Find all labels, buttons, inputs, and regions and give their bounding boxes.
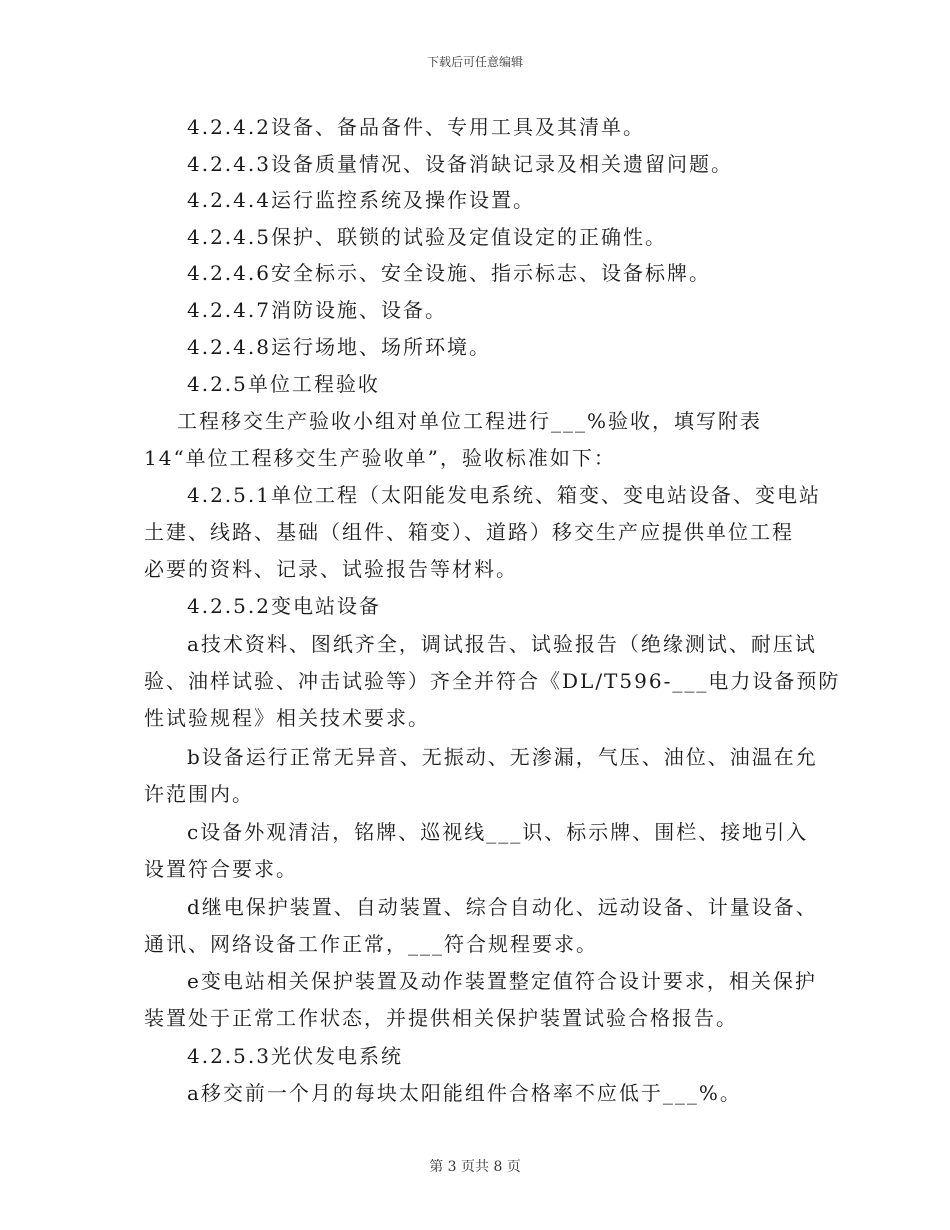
paragraph-line: 4.2.4.8运行场地、场所环境。: [187, 335, 491, 359]
paragraph-line: 4.2.5.1单位工程（太阳能发电系统、箱变、变电站设备、变电站: [187, 483, 821, 507]
page-footer: 第 3 页共 8 页: [429, 1159, 521, 1175]
paragraph-line: 4.2.4.4运行监控系统及操作设置。: [187, 188, 535, 212]
section-heading: 4.2.5.2变电站设备: [187, 594, 381, 618]
section-heading: 4.2.5.3光伏发电系统: [187, 1044, 403, 1068]
paragraph-line: 装置处于正常工作状态，并提供相关保护装置试验合格报告。: [144, 1006, 738, 1030]
paragraph-line: b设备运行正常无异音、无振动、无渗漏，气压、油位、油温在允: [187, 745, 818, 769]
paragraph-line: e变电站相关保护装置及动作装置整定值符合设计要求，相关保护: [187, 969, 817, 993]
paragraph-line: 许范围内。: [144, 782, 254, 806]
paragraph-line: d继电保护装置、自动装置、综合自动化、远动设备、计量设备、: [187, 895, 818, 919]
paragraph-line: 4.2.4.3设备质量情况、设备消缺记录及相关遗留问题。: [187, 152, 733, 176]
paragraph-line: 4.2.4.6安全标示、安全设施、指示标志、设备标牌。: [187, 261, 711, 285]
paragraph-line: 4.2.4.7消防设施、设备。: [187, 298, 447, 322]
paragraph-line: c设备外观清洁，铭牌、巡视线___识、标示牌、围栏、接地引入: [187, 820, 809, 844]
paragraph-line: a技术资料、图纸齐全，调试报告、试验报告（绝缘测试、耐压试: [187, 632, 817, 656]
paragraph-line: 性试验规程》相关技术要求。: [144, 706, 430, 730]
paragraph-line: 4.2.4.2设备、备品备件、专用工具及其清单。: [187, 115, 645, 139]
section-heading: 4.2.5单位工程验收: [187, 372, 380, 396]
paragraph-line: 4.2.4.5保护、联锁的试验及定值设定的正确性。: [187, 225, 667, 249]
paragraph-line: a移交前一个月的每块太阳能组件合格率不应低于___%。: [187, 1081, 742, 1105]
paragraph-line: 必要的资料、记录、试验报告等材料。: [144, 557, 518, 581]
paragraph-line: 验、油样试验、冲击试验等）齐全并符合《DL/T596-___电力设备预防: [144, 669, 841, 693]
paragraph-line: 设置符合要求。: [144, 857, 298, 881]
paragraph-line: 工程移交生产验收小组对单位工程进行___%验收，填写附表: [177, 409, 763, 433]
paragraph-line: 14“单位工程移交生产验收单”，验收标准如下：: [144, 446, 616, 470]
page-header: 下载后可任意编辑: [426, 55, 523, 69]
paragraph-line: 土建、线路、基础（组件、箱变）、道路）移交生产应提供单位工程: [144, 520, 794, 544]
paragraph-line: 通讯、网络设备工作正常，___符合规程要求。: [144, 932, 598, 956]
